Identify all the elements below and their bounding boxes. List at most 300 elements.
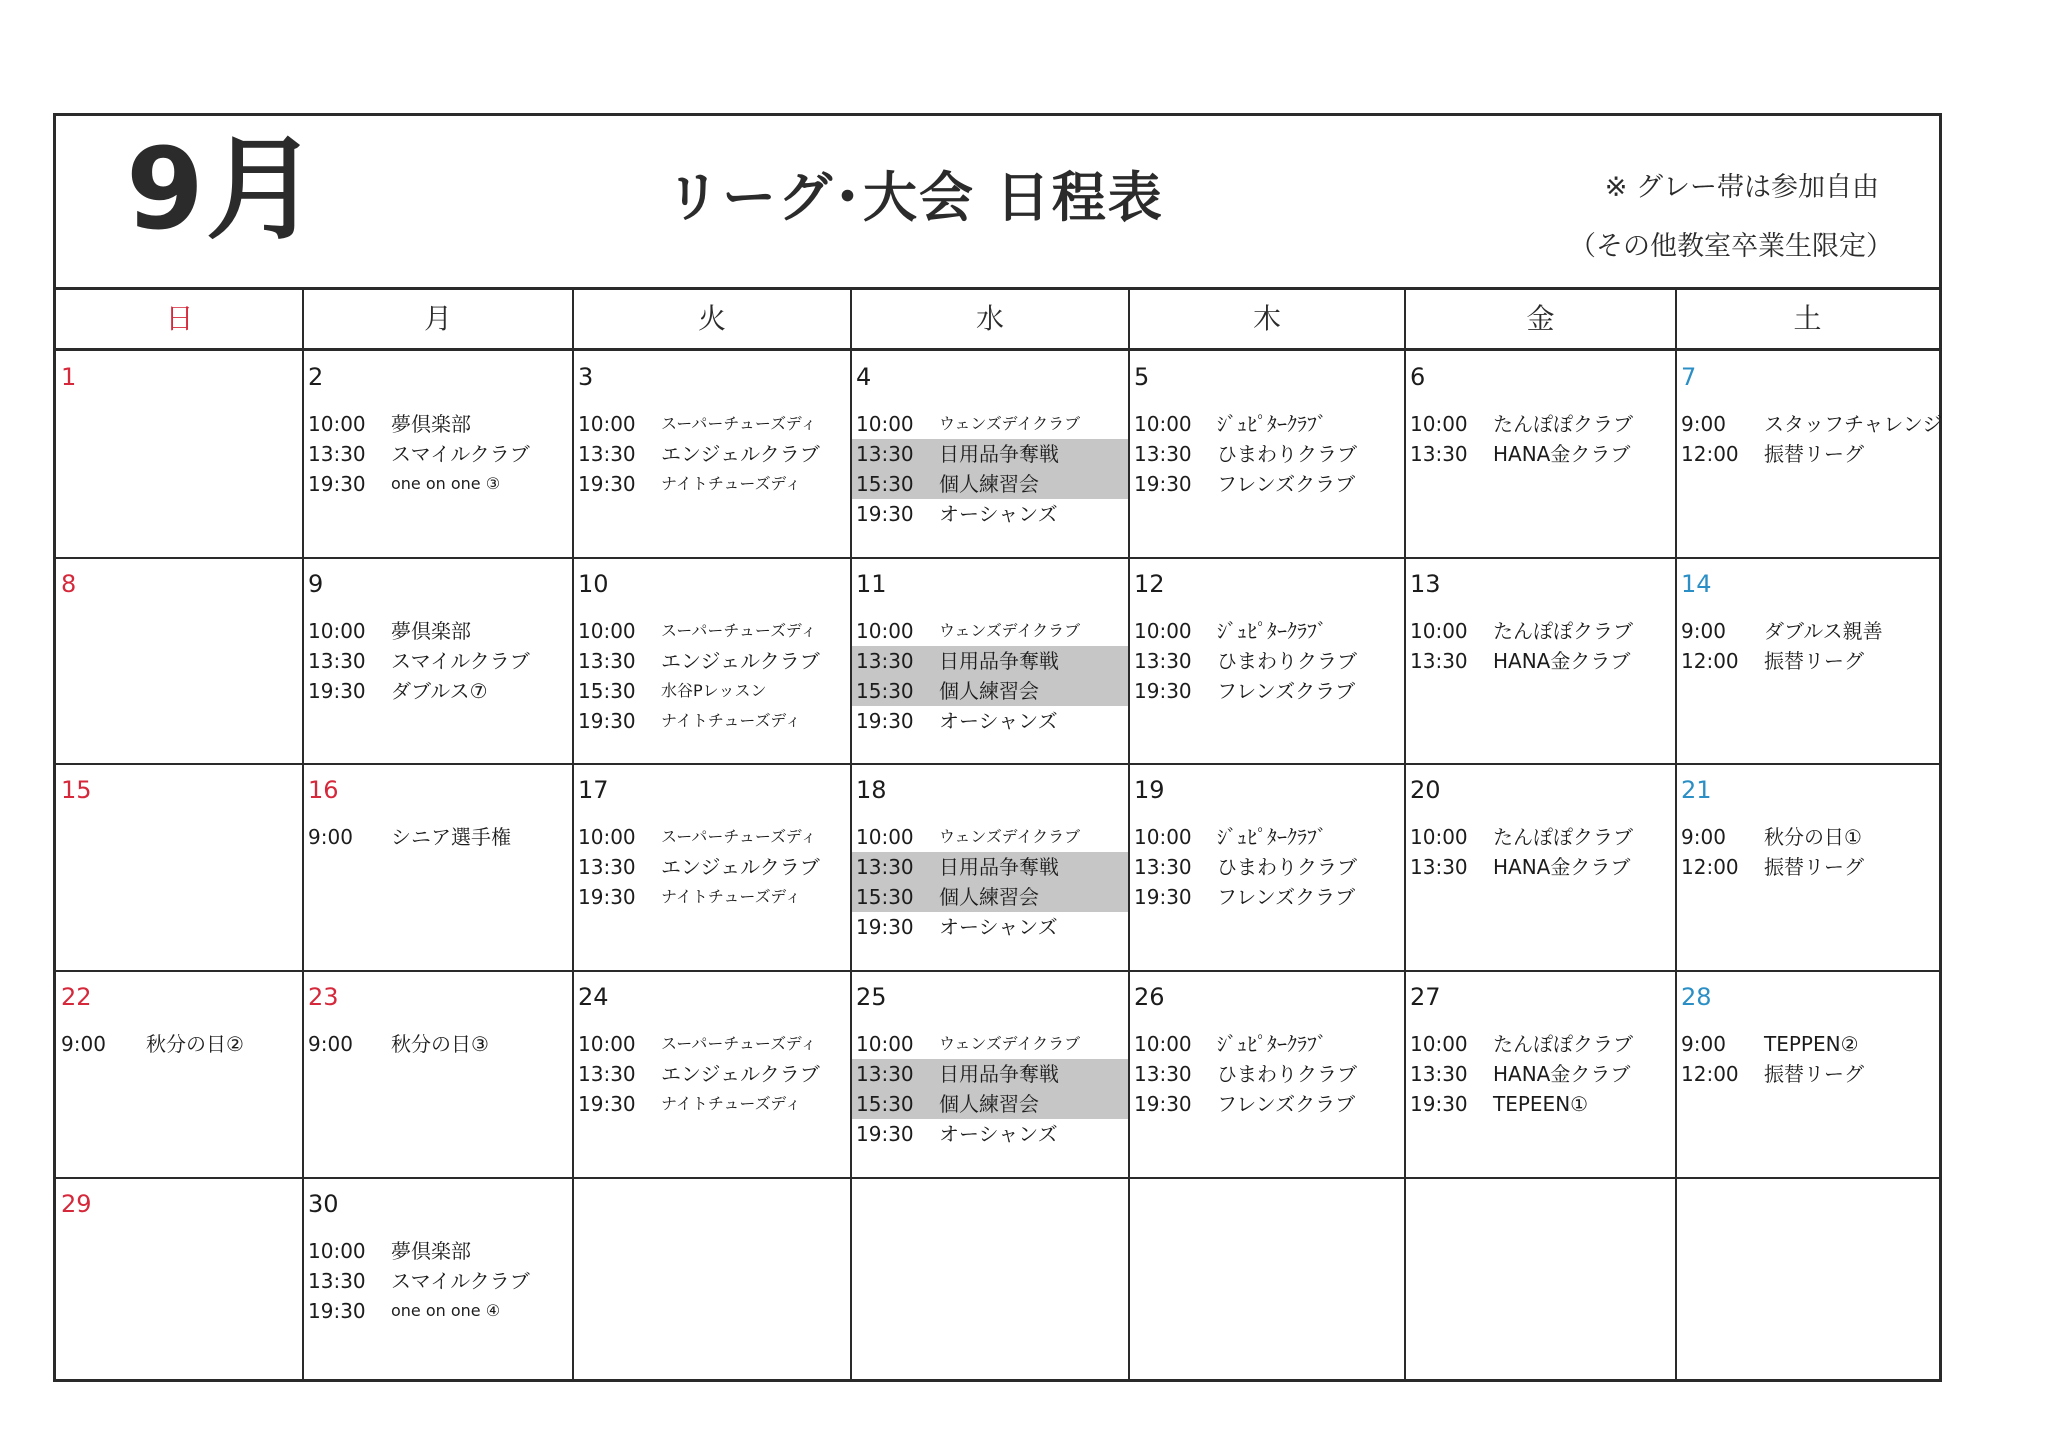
event-time: 19:30 [308, 679, 366, 703]
calendar-sheet [53, 113, 1942, 1382]
event-time: 10:00 [1410, 619, 1468, 643]
day-cell [851, 351, 1129, 558]
row-divider [56, 970, 1939, 972]
event-row [851, 882, 1129, 912]
day-cell [1676, 351, 1943, 558]
event-row [851, 1089, 1129, 1119]
event-time: 13:30 [1410, 855, 1468, 879]
event-row [303, 1236, 573, 1266]
event-time: 15:30 [578, 679, 636, 703]
event-row [1676, 646, 1939, 676]
event-name: フレンズクラブ [1217, 679, 1356, 703]
day-number: 4 [856, 363, 872, 391]
weekday-thursday: 木 [1252, 302, 1281, 335]
event-name: フレンズクラブ [1217, 472, 1356, 496]
event-time: 13:30 [1410, 649, 1468, 673]
event-time: 10:00 [856, 412, 914, 436]
event-row [1405, 439, 1676, 469]
day-number: 17 [578, 776, 609, 804]
day-cell [56, 351, 303, 558]
event-row [1405, 852, 1676, 882]
event-name: ウェンズデイクラブ [939, 621, 1081, 640]
event-name: 秋分の日① [1764, 825, 1862, 849]
event-row [573, 409, 851, 439]
event-time: 9:00 [1681, 412, 1726, 436]
event-row [851, 616, 1129, 646]
schedule-title: リーグ･大会 日程表 [666, 166, 1164, 229]
event-time: 13:30 [308, 442, 366, 466]
event-name: ｼﾞｭﾋﾟﾀｰｸﾗﾌﾞ [1217, 619, 1327, 643]
event-name: フレンズクラブ [1217, 885, 1356, 909]
day-cell [303, 1178, 573, 1382]
event-row [1405, 1029, 1676, 1059]
weekday-monday: 月 [423, 302, 452, 335]
event-row [573, 706, 851, 736]
event-time: 9:00 [1681, 825, 1726, 849]
day-cell [1129, 351, 1405, 558]
column-divider [1404, 290, 1406, 1379]
event-name: スマイルクラブ [391, 1269, 530, 1293]
event-time: 10:00 [1134, 825, 1192, 849]
event-list [303, 1236, 573, 1326]
event-name: ｼﾞｭﾋﾟﾀｰｸﾗﾌﾞ [1217, 825, 1327, 849]
event-list [1405, 409, 1676, 469]
event-name: オーシャンズ [939, 915, 1058, 939]
event-name: HANA金クラブ [1493, 855, 1631, 879]
event-row [1129, 1029, 1405, 1059]
event-row [851, 1119, 1129, 1149]
event-name: スマイルクラブ [391, 649, 530, 673]
event-time: 10:00 [1134, 619, 1192, 643]
event-time: 19:30 [856, 1122, 914, 1146]
event-list [1129, 616, 1405, 706]
day-number: 28 [1681, 983, 1712, 1011]
day-number: 1 [61, 363, 77, 391]
event-time: 19:30 [308, 472, 366, 496]
event-list [303, 1029, 573, 1059]
event-row [851, 469, 1129, 499]
event-row [1405, 409, 1676, 439]
event-list [1129, 1029, 1405, 1119]
event-row [1676, 616, 1939, 646]
event-name: たんぽぽクラブ [1493, 619, 1633, 643]
event-row [1129, 616, 1405, 646]
event-name: HANA金クラブ [1493, 1062, 1631, 1086]
day-cell [851, 1178, 1129, 1382]
row-divider [56, 1177, 1939, 1179]
day-number: 19 [1134, 776, 1165, 804]
event-name: 日用品争奪戦 [939, 1062, 1059, 1086]
event-row [303, 676, 573, 706]
event-time: 13:30 [856, 1062, 914, 1086]
event-name: 夢倶楽部 [391, 619, 471, 643]
day-number: 24 [578, 983, 609, 1011]
event-time: 10:00 [308, 1239, 366, 1263]
event-list [56, 1029, 303, 1059]
event-name: エンジェルクラブ [661, 442, 820, 466]
event-list [851, 822, 1129, 942]
event-time: 19:30 [856, 502, 914, 526]
event-name: ナイトチューズディ [661, 1094, 802, 1113]
day-cell [56, 558, 303, 764]
event-time: 10:00 [1134, 1032, 1192, 1056]
event-row [56, 1029, 303, 1059]
event-row [1676, 409, 1943, 439]
event-row [851, 676, 1129, 706]
event-list [303, 409, 573, 499]
event-row [1129, 822, 1405, 852]
event-row [851, 499, 1129, 529]
event-name: 振替リーグ [1764, 1062, 1864, 1086]
event-name: たんぽぽクラブ [1493, 412, 1633, 436]
event-time: 10:00 [856, 825, 914, 849]
event-list [1405, 616, 1676, 676]
day-cell [851, 971, 1129, 1178]
event-time: 9:00 [308, 1032, 353, 1056]
event-name: ウェンズデイクラブ [939, 414, 1081, 433]
event-time: 19:30 [1134, 679, 1192, 703]
day-number: 14 [1681, 570, 1712, 598]
event-list [573, 822, 851, 912]
event-row [1676, 1059, 1939, 1089]
day-number: 13 [1410, 570, 1441, 598]
event-time: 13:30 [856, 649, 914, 673]
month-title: 9月 [126, 125, 320, 255]
event-time: 19:30 [856, 709, 914, 733]
event-name: ナイトチューズディ [661, 711, 802, 730]
event-name: オーシャンズ [939, 1122, 1058, 1146]
event-time: 10:00 [1410, 1032, 1468, 1056]
event-row [1405, 1059, 1676, 1089]
event-row [573, 852, 851, 882]
event-time: 10:00 [578, 619, 636, 643]
event-row [851, 1029, 1129, 1059]
column-divider [1128, 290, 1130, 1379]
event-row [1676, 822, 1939, 852]
day-cell [1129, 764, 1405, 971]
weekday-tuesday: 火 [697, 302, 726, 335]
event-name: 振替リーグ [1764, 649, 1864, 673]
event-row [1129, 469, 1405, 499]
day-cell [573, 1178, 851, 1382]
event-name: one on one ④ [391, 1301, 501, 1320]
event-row [573, 822, 851, 852]
event-time: 15:30 [856, 679, 914, 703]
day-number: 20 [1410, 776, 1441, 804]
event-name: ナイトチューズディ [661, 474, 802, 493]
event-name: オーシャンズ [939, 502, 1058, 526]
event-row [851, 439, 1129, 469]
event-time: 19:30 [578, 885, 636, 909]
event-row [303, 616, 573, 646]
day-number: 7 [1681, 363, 1697, 391]
event-list [1676, 1029, 1939, 1089]
event-time: 19:30 [1134, 885, 1192, 909]
event-name: 秋分の日② [146, 1032, 244, 1056]
day-cell [56, 1178, 303, 1382]
day-cell [1405, 351, 1676, 558]
event-list [303, 822, 573, 852]
event-time: 10:00 [856, 1032, 914, 1056]
event-row [303, 1296, 573, 1326]
day-number: 18 [856, 776, 887, 804]
event-time: 15:30 [856, 885, 914, 909]
event-time: 10:00 [578, 412, 636, 436]
event-time: 13:30 [308, 649, 366, 673]
event-time: 13:30 [1410, 1062, 1468, 1086]
event-time: 13:30 [856, 442, 914, 466]
event-row [1676, 439, 1939, 469]
event-time: 10:00 [308, 412, 366, 436]
day-number: 26 [1134, 983, 1165, 1011]
event-name: ナイトチューズディ [661, 887, 802, 906]
event-row [1129, 1059, 1405, 1089]
event-time: 19:30 [1134, 1092, 1192, 1116]
event-name: たんぽぽクラブ [1493, 825, 1633, 849]
day-cell [1405, 558, 1676, 764]
event-time: 13:30 [856, 855, 914, 879]
event-row [573, 882, 851, 912]
day-number: 25 [856, 983, 887, 1011]
event-name: one on one ③ [391, 474, 501, 493]
event-time: 13:30 [1134, 649, 1192, 673]
weekday-friday: 金 [1526, 302, 1555, 335]
event-name: TEPEEN① [1493, 1092, 1589, 1116]
event-name: 夢倶楽部 [391, 1239, 471, 1263]
day-cell [1405, 764, 1676, 971]
event-time: 13:30 [578, 442, 636, 466]
day-cell [1676, 971, 1939, 1178]
event-row [303, 439, 573, 469]
event-name: 個人練習会 [939, 472, 1039, 496]
event-time: 19:30 [1410, 1092, 1468, 1116]
event-time: 19:30 [578, 1092, 636, 1116]
day-number: 12 [1134, 570, 1165, 598]
event-list [1405, 1029, 1676, 1119]
day-number: 29 [61, 1190, 92, 1218]
event-row [851, 912, 1129, 942]
day-number: 6 [1410, 363, 1426, 391]
event-time: 10:00 [1410, 412, 1468, 436]
event-name: 個人練習会 [939, 1092, 1039, 1116]
event-name: 日用品争奪戦 [939, 442, 1059, 466]
event-time: 13:30 [308, 1269, 366, 1293]
event-time: 12:00 [1681, 442, 1739, 466]
event-list [1405, 822, 1676, 882]
event-name: 秋分の日③ [391, 1032, 489, 1056]
event-name: 個人練習会 [939, 679, 1039, 703]
weekday-wednesday: 水 [975, 302, 1004, 335]
day-cell [573, 558, 851, 764]
weekday-saturday: 土 [1793, 302, 1822, 335]
event-name: ｼﾞｭﾋﾟﾀｰｸﾗﾌﾞ [1217, 1032, 1327, 1056]
event-time: 19:30 [308, 1299, 366, 1323]
event-name: ダブルス⑦ [391, 679, 488, 703]
event-time: 13:30 [1134, 442, 1192, 466]
event-row [1129, 409, 1405, 439]
event-name: ひまわりクラブ [1217, 855, 1357, 879]
event-row [1129, 646, 1405, 676]
event-row [303, 1266, 573, 1296]
event-time: 13:30 [578, 649, 636, 673]
day-cell [1129, 1178, 1405, 1382]
event-row [303, 469, 573, 499]
day-number: 2 [308, 363, 324, 391]
event-name: HANA金クラブ [1493, 649, 1631, 673]
event-name: スーパーチューズディ [661, 414, 817, 433]
event-row [573, 1029, 851, 1059]
event-name: エンジェルクラブ [661, 1062, 820, 1086]
event-name: ひまわりクラブ [1217, 1062, 1357, 1086]
event-row [1676, 1029, 1939, 1059]
day-number: 9 [308, 570, 324, 598]
event-row [1405, 1089, 1676, 1119]
event-list [851, 1029, 1129, 1149]
event-row [851, 646, 1129, 676]
day-number: 5 [1134, 363, 1150, 391]
event-name: HANA金クラブ [1493, 442, 1631, 466]
event-row [1405, 822, 1676, 852]
event-name: スーパーチューズディ [661, 827, 817, 846]
day-cell [303, 351, 573, 558]
event-time: 15:30 [856, 472, 914, 496]
event-name: ダブルス親善 [1764, 619, 1883, 643]
day-number: 30 [308, 1190, 339, 1218]
day-cell [1676, 1178, 1939, 1382]
event-time: 10:00 [856, 619, 914, 643]
event-time: 12:00 [1681, 855, 1739, 879]
event-list [851, 409, 1129, 529]
event-name: 日用品争奪戦 [939, 649, 1059, 673]
day-cell [303, 764, 573, 971]
event-name: エンジェルクラブ [661, 855, 820, 879]
event-time: 9:00 [308, 825, 353, 849]
day-cell [56, 764, 303, 971]
event-row [1129, 852, 1405, 882]
event-row [303, 1029, 573, 1059]
event-name: ｼﾞｭﾋﾟﾀｰｸﾗﾌﾞ [1217, 412, 1327, 436]
column-divider [850, 290, 852, 1379]
day-cell [1405, 971, 1676, 1178]
weekday-header-row [56, 290, 1939, 351]
day-cell [851, 558, 1129, 764]
event-time: 9:00 [1681, 1032, 1726, 1056]
event-row [1405, 646, 1676, 676]
event-row [851, 706, 1129, 736]
event-row [573, 469, 851, 499]
event-row [303, 409, 573, 439]
event-row [303, 822, 573, 852]
event-time: 13:30 [1134, 1062, 1192, 1086]
day-number: 23 [308, 983, 339, 1011]
event-list [1129, 409, 1405, 499]
day-cell [573, 971, 851, 1178]
event-row [573, 616, 851, 646]
event-time: 19:30 [1134, 472, 1192, 496]
event-time: 19:30 [578, 472, 636, 496]
event-name: ウェンズデイクラブ [939, 827, 1081, 846]
event-row [851, 822, 1129, 852]
event-name: 個人練習会 [939, 885, 1039, 909]
event-time: 13:30 [578, 855, 636, 879]
event-name: 振替リーグ [1764, 855, 1864, 879]
event-list [851, 616, 1129, 736]
day-cell [1405, 1178, 1676, 1382]
event-time: 19:30 [856, 915, 914, 939]
event-name: オーシャンズ [939, 709, 1058, 733]
event-name: スーパーチューズディ [661, 1034, 817, 1053]
day-number: 3 [578, 363, 594, 391]
day-cell [303, 558, 573, 764]
event-name: エンジェルクラブ [661, 649, 820, 673]
day-cell [573, 351, 851, 558]
day-number: 11 [856, 570, 887, 598]
event-time: 10:00 [1134, 412, 1192, 436]
event-row [1129, 1089, 1405, 1119]
day-number: 15 [61, 776, 92, 804]
event-time: 13:30 [1134, 855, 1192, 879]
event-time: 15:30 [856, 1092, 914, 1116]
event-name: 振替リーグ [1764, 442, 1864, 466]
event-list [573, 1029, 851, 1119]
event-time: 10:00 [308, 619, 366, 643]
calendar-header [56, 116, 1939, 290]
day-cell [56, 971, 303, 1178]
day-number: 27 [1410, 983, 1441, 1011]
day-number: 8 [61, 570, 77, 598]
event-row [851, 1059, 1129, 1089]
event-time: 12:00 [1681, 1062, 1739, 1086]
event-name: スマイルクラブ [391, 442, 530, 466]
event-row [573, 1059, 851, 1089]
header-note [1569, 158, 1893, 276]
event-row [851, 409, 1129, 439]
event-row [1129, 439, 1405, 469]
event-time: 12:00 [1681, 649, 1739, 673]
day-cell [1129, 971, 1405, 1178]
graduate-limit-note: （その他教室卒業生限定） [1569, 231, 1893, 262]
event-list [1676, 409, 1943, 469]
event-name: フレンズクラブ [1217, 1092, 1356, 1116]
event-name: 夢倶楽部 [391, 412, 471, 436]
event-name: シニア選手権 [391, 825, 511, 849]
event-row [573, 439, 851, 469]
column-divider [572, 290, 574, 1379]
event-name: TEPPEN② [1764, 1032, 1859, 1056]
event-time: 10:00 [1410, 825, 1468, 849]
event-time: 19:30 [578, 709, 636, 733]
weekday-sunday: 日 [165, 302, 194, 335]
event-time: 10:00 [578, 825, 636, 849]
event-name: ひまわりクラブ [1217, 442, 1357, 466]
column-divider [302, 290, 304, 1379]
day-number: 22 [61, 983, 92, 1011]
event-row [1405, 616, 1676, 646]
event-name: 日用品争奪戦 [939, 855, 1059, 879]
event-list [573, 616, 851, 736]
event-name: ウェンズデイクラブ [939, 1034, 1081, 1053]
event-row [1129, 676, 1405, 706]
event-row [1676, 852, 1939, 882]
event-row [851, 852, 1129, 882]
event-time: 9:00 [61, 1032, 106, 1056]
event-time: 9:00 [1681, 619, 1726, 643]
event-row [1129, 882, 1405, 912]
event-list [1676, 822, 1939, 882]
event-name: 水谷Pレッスン [661, 681, 767, 700]
day-number: 16 [308, 776, 339, 804]
event-row [573, 1089, 851, 1119]
